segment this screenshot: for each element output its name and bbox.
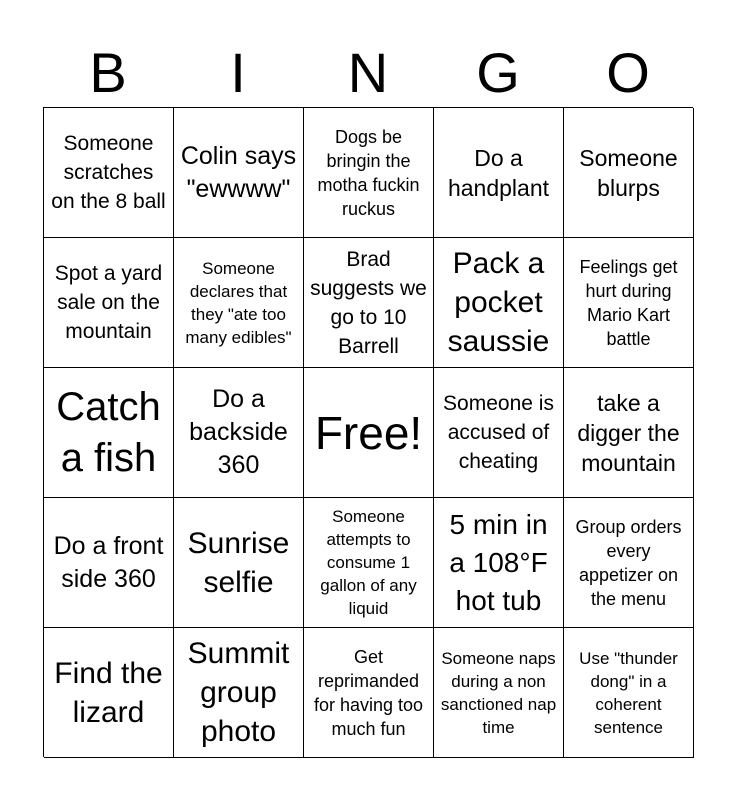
bingo-cell xyxy=(304,238,434,368)
bingo-cell xyxy=(564,238,694,368)
cell-text: Dogs be bringin the motha fuckin ruckus xyxy=(317,126,420,219)
cell-text: Catch a fish xyxy=(56,384,161,480)
bingo-cell xyxy=(434,368,564,498)
cell-text: Use "thunder dong" in a coherent sentence xyxy=(579,648,678,737)
bingo-cell xyxy=(44,628,174,758)
cell-text: Do a backside 360 xyxy=(189,385,288,479)
cell-text: Someone blurps xyxy=(579,144,678,201)
cell-text: Someone naps during a non sanctioned nap time xyxy=(440,648,557,737)
header-letter-i: I xyxy=(230,41,246,104)
bingo-cell xyxy=(434,108,564,238)
bingo-cell xyxy=(174,628,304,758)
cell-text: Sunrise selfie xyxy=(187,526,290,599)
bingo-cell xyxy=(44,108,174,238)
bingo-cell xyxy=(564,108,694,238)
bingo-cell xyxy=(304,628,434,758)
cell-text: Find the lizard xyxy=(54,656,163,729)
cell-text: Colin says "ewwww" xyxy=(180,141,297,203)
cell-text: Someone declares that they "ate too many edibles" xyxy=(185,258,292,347)
bingo-cell xyxy=(304,498,434,628)
cell-text: Brad suggests we go to 10 Barrell xyxy=(310,247,427,358)
bingo-cell xyxy=(434,498,564,628)
bingo-cell xyxy=(564,368,694,498)
bingo-cell xyxy=(174,108,304,238)
cell-text: Get reprimanded for having too much fun xyxy=(313,646,424,739)
bingo-cell xyxy=(434,628,564,758)
header-letter-g: G xyxy=(476,41,520,104)
bingo-cell xyxy=(174,498,304,628)
bingo-cell-free xyxy=(304,368,434,498)
cell-text: Group orders every appetizer on the menu xyxy=(575,516,682,609)
cell-text: 5 min in a 108°F hot tub xyxy=(449,508,548,616)
cell-text: Spot a yard sale on the mountain xyxy=(54,262,163,343)
cell-text: Someone attempts to consume 1 gallon of any liquid xyxy=(320,507,417,618)
cell-text: Pack a pocket saussie xyxy=(447,247,550,358)
bingo-cell xyxy=(564,498,694,628)
bingo-cell xyxy=(564,628,694,758)
cell-text: Someone is accused of cheating xyxy=(443,392,554,473)
cell-text: Do a handplant xyxy=(447,144,550,201)
bingo-cell xyxy=(44,498,174,628)
bingo-cell xyxy=(44,368,174,498)
bingo-cell xyxy=(304,108,434,238)
cell-text: Feelings get hurt during Mario Kart battle xyxy=(579,256,678,349)
cell-text: Someone scratches on the 8 ball xyxy=(51,132,166,213)
bingo-board xyxy=(43,107,693,757)
cell-text: Summit group photo xyxy=(187,637,290,748)
header-letter-o: O xyxy=(606,41,650,104)
bingo-header xyxy=(43,38,693,108)
bingo-cell xyxy=(174,238,304,368)
header-letter-b: B xyxy=(89,41,127,104)
cell-text: Free! xyxy=(314,406,423,459)
bingo-cell xyxy=(434,238,564,368)
bingo-cell xyxy=(174,368,304,498)
header-letter-n: N xyxy=(347,41,389,104)
cell-text: take a digger the mountain xyxy=(577,389,680,476)
cell-text: Do a front side 360 xyxy=(53,531,164,593)
bingo-cell xyxy=(44,238,174,368)
